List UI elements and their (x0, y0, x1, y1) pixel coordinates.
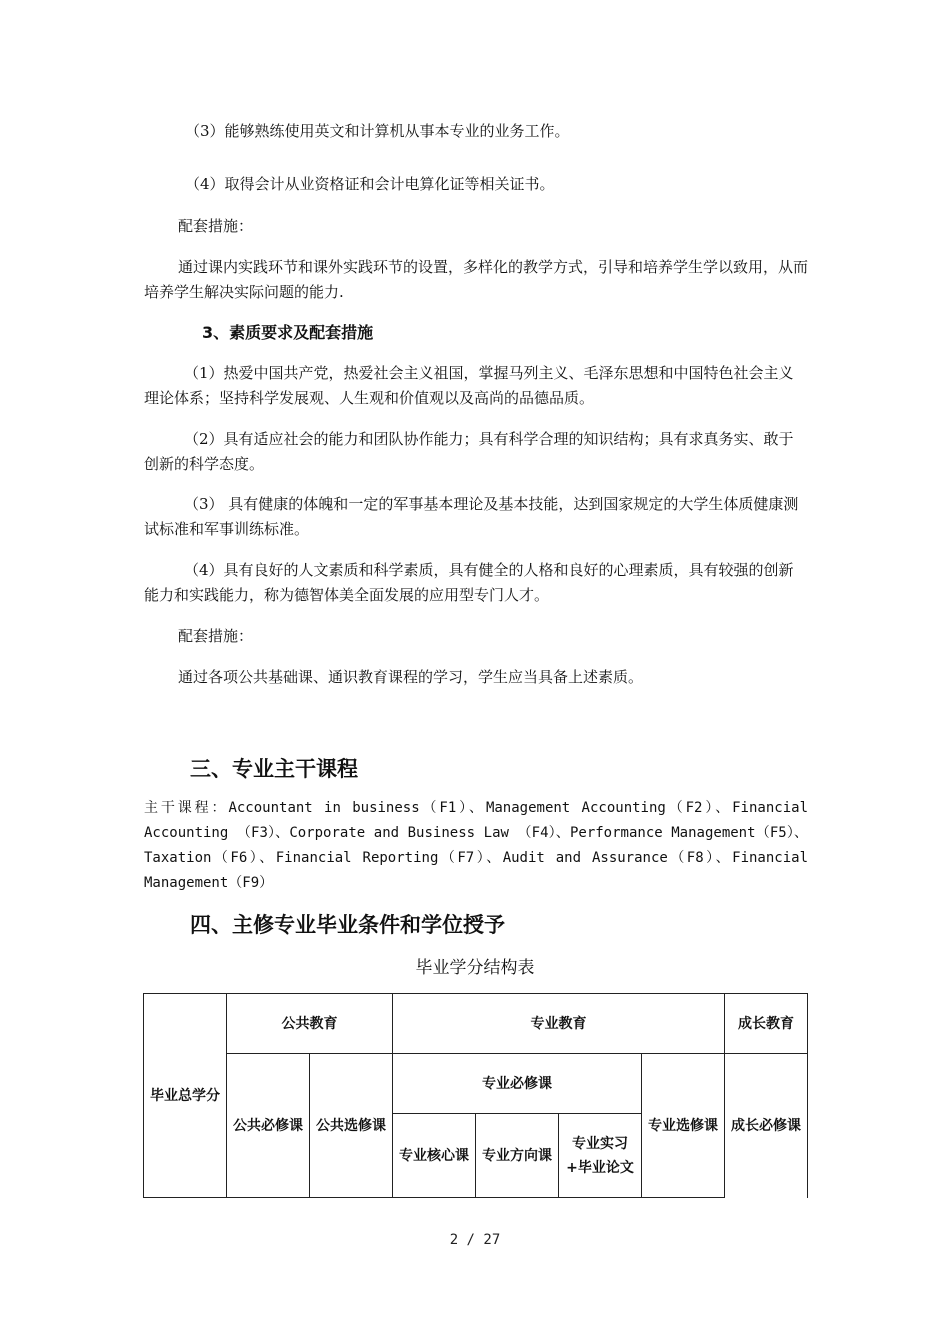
quality-measures-label: 配套措施： (178, 627, 254, 645)
section4-heading: 四、主修专业毕业条件和学位授予 (190, 913, 505, 937)
professional-elective-header: 专业选修课 (642, 1054, 725, 1198)
skills-measures-text: 通过课内实践环节和课外实践环节的设置，多样化的教学方式，引导和培养学生学以致用，从而培养学生解决实际问题的能力. (144, 258, 809, 301)
quality-item-2: （2）具有适应社会的能力和团队协作能力；具有科学合理的知识结构；具有求真务实、敢于创新的科学态度。 (144, 430, 794, 473)
skills-measures-label: 配套措施： (178, 217, 254, 235)
credit-structure-table (143, 993, 808, 1198)
professional-direction-header: 专业方向课 (476, 1114, 559, 1198)
skill-item-4: （4）取得会计从业资格证和会计电算化证等相关证书。 (185, 175, 555, 193)
page-number: 2 / 27 (449, 1232, 501, 1248)
professional-core-header: 专业核心课 (393, 1114, 476, 1198)
total-credits-header: 毕业总学分 (144, 994, 227, 1198)
growth-education-header: 成长教育 (725, 994, 808, 1054)
quality-measures-text: 通过各项公共基础课、通识教育课程的学习，学生应当具备上述素质。 (178, 668, 644, 686)
quality-item-1: （1）热爱中国共产党，热爱社会主义祖国，掌握马列主义、毛泽东思想和中国特色社会主义理论体系；坚持科学发展观、人生观和价值观以及高尚的品德品质。 (144, 364, 794, 407)
quality-item-3: （3） 具有健康的体魄和一定的军事基本理论及基本技能，达到国家规定的大学生体质健康测试标准和军事训练标准。 (144, 495, 799, 538)
public-elective-header: 公共选修课 (310, 1054, 393, 1198)
professional-required-header: 专业必修课 (393, 1054, 642, 1114)
table-caption: 毕业学分结构表 (415, 958, 535, 978)
quality-item-4: （4）具有良好的人文素质和科学素质，具有健全的人格和良好的心理素质，具有较强的创新能力和实践能力，称为德智体美全面发展的应用型专门人才。 (144, 561, 794, 604)
public-required-header: 公共必修课 (227, 1054, 310, 1198)
section3-heading: 三、专业主干课程 (190, 757, 358, 781)
skill-item-3: （3）能够熟练使用英文和计算机从事本专业的业务工作。 (185, 122, 570, 140)
professional-education-header: 专业教育 (393, 994, 725, 1054)
core-courses-text: 主干课程：Accountant in business（F1）、Management Accounting（F2）、Financial Accounting （F3）、Corporate and Business Law （F4）、Performance Management（F5）、Taxation（F6）、Financial Reporting（F7）、Audit and Assurance（F8）、Financial Management（F9） (144, 800, 808, 891)
internship-thesis-header: 专业实习+毕业论文 (559, 1114, 642, 1198)
public-education-header: 公共教育 (227, 994, 393, 1054)
growth-required-header: 成长必修课 (725, 1054, 808, 1198)
quality-heading: 3、素质要求及配套措施 (202, 323, 374, 342)
